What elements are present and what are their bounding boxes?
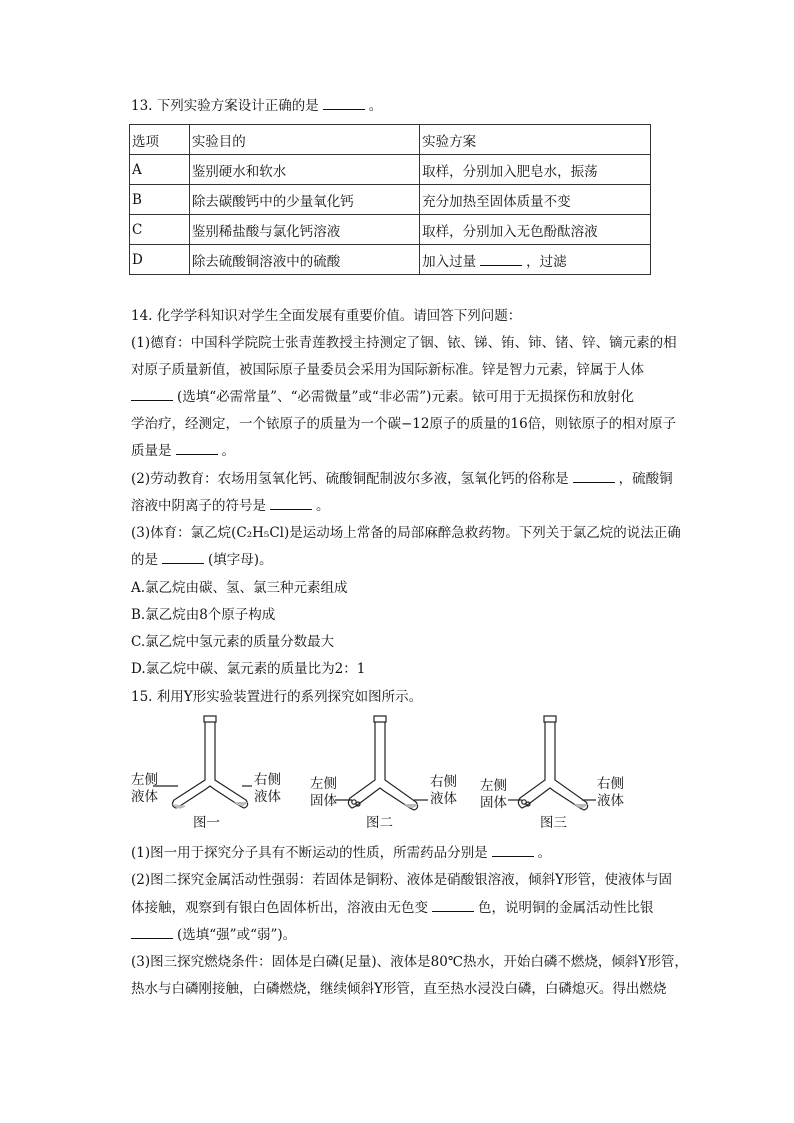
q15-blank-color[interactable] (432, 899, 474, 912)
purpose-cell: 除去硫酸铜溶液中的硫酸 (189, 245, 419, 275)
option-cell: D (130, 245, 190, 275)
table-row (130, 215, 651, 245)
option-cell: B (130, 185, 190, 215)
fig2-left-label: 左侧 固体 (310, 776, 337, 809)
y-tube-3 (518, 716, 588, 810)
fig3-right-label: 右侧 液体 (597, 776, 624, 809)
plan-cell: 取样，分别加入无色酚酞溶液 (420, 215, 651, 245)
q14-stem: 14. 化学学科知识对学生全面发展有重要价值。请回答下列问题： (131, 308, 522, 324)
q15-blank-reagents[interactable] (492, 844, 534, 857)
q14-p2-line2: 溶液中阴离子的符号是 。 (131, 498, 330, 514)
q14-option-a[interactable]: A.氯乙烷由碳、氢、氯三种元素组成 (131, 580, 348, 596)
fig1-caption: 图一 (193, 815, 220, 831)
fig1-right-label: 右侧 液体 (254, 772, 281, 805)
y-tube-diagram (0, 712, 794, 842)
q14-p1-line1: (1)德育：中国科学院院士张青莲教授主持测定了铟、铱、锑、铕、铈、锗、锌、镝元素的相 (131, 335, 677, 351)
q14-blank-common-name[interactable] (573, 470, 615, 483)
option-cell: C (130, 215, 190, 245)
q14-blank-iridium-mass[interactable] (176, 442, 218, 455)
q15-p1: (1)图一用于探究分子具有不断运动的性质，所需药品分别是 。 (131, 845, 552, 861)
q14-p1-line3: (选填“必需常量”、“必需微量”或“非必需”)元素。铱可用于无损探伤和放射化 (131, 387, 634, 407)
option-cell: A (130, 155, 190, 185)
table-row (130, 245, 651, 275)
q13-stem: 13. 下列实验方案设计正确的是 。 (131, 98, 383, 114)
q13-answer-blank[interactable] (323, 97, 365, 110)
q13-table (129, 124, 651, 275)
plan-cell: 充分加热至固体质量不变 (420, 185, 651, 215)
q13-reagent-blank[interactable] (480, 253, 522, 266)
q15-blank-activity[interactable] (131, 926, 173, 939)
plan-cell: 取样，分别加入肥皂水，振荡 (420, 155, 651, 185)
q15-stem: 15. 利用Y形实验装置进行的系列探究如图所示。 (131, 689, 423, 705)
q15-p3-line1: (3)图三探究燃烧条件：固体是白磷(足量)、液体是80℃热水，开始白磷不燃烧，倾斜Y形管， (131, 954, 688, 970)
y-tube-2 (348, 716, 418, 810)
q15-p2-line3: (选填“强”或“弱”)。 (131, 925, 296, 945)
fig3-caption: 图三 (540, 815, 567, 831)
purpose-cell: 除去碳酸钙中的少量氧化钙 (189, 185, 419, 215)
header-purpose: 实验目的 (189, 125, 419, 155)
q14-p3-line2: 的是 (填字母)。 (131, 552, 273, 568)
header-option: 选项 (130, 125, 190, 155)
q14-blank-anion[interactable] (270, 497, 312, 510)
fig2-right-label: 右侧 液体 (430, 774, 457, 807)
chem-formula: C₂H₅Cl (236, 525, 284, 541)
table-row (130, 185, 651, 215)
q14-p2-line1: (2)劳动教育：农场用氢氧化钙、硫酸铜配制波尔多液，氢氧化钙的俗称是 ，硫酸铜 (131, 471, 673, 487)
fig1-left-label: 左侧 液体 (131, 772, 158, 805)
q15-p2-line1: (2)图二探究金属活动性强弱：若固体是铜粉、液体是硝酸银溶液，倾斜Y形管，使液体与固 (131, 872, 673, 888)
q14-p1-line2: 对原子质量新值，被国际原子量委员会采用为国际新标准。锌是智力元素，锌属于人体 (131, 362, 644, 378)
q14-blank-choice[interactable] (162, 551, 204, 564)
q14-p1-line4: 学治疗，经测定，一个铱原子的质量为一个碳−12原子的质量的16倍，则铱原子的相对原子 (131, 416, 677, 432)
q14-option-b[interactable]: B.氯乙烷由8个原子构成 (131, 607, 276, 623)
q15-p2-line2: 体接触，观察到有银白色固体析出，溶液由无色变 色，说明铜的金属活动性比银 (131, 900, 654, 916)
q14-blank-zinc[interactable] (131, 388, 173, 401)
q15-p3-line2: 热水与白磷刚接触，白磷燃烧，继续倾斜Y形管，直至热水浸没白磷，白磷熄灭。得出燃烧 (131, 981, 667, 997)
q14-option-c[interactable]: C.氯乙烷中氢元素的质量分数最大 (131, 634, 335, 650)
q14-option-d[interactable]: D.氯乙烷中碳、氯元素的质量比为2：1 (131, 661, 366, 677)
plan-cell: 加入过量 ，过滤 (420, 245, 651, 275)
y-tube-1 (172, 716, 248, 809)
table-row (130, 155, 651, 185)
header-plan: 实验方案 (420, 125, 651, 155)
q14-p3-line1: (3)体育：氯乙烷(C₂H₅Cl)是运动场上常备的局部麻醉急救药物。下列关于氯乙烷的说法正确 (131, 525, 681, 541)
fig3-left-label: 左侧 固体 (480, 778, 507, 811)
q14-p1-line5: 质量是 。 (131, 443, 235, 459)
table-header-row (130, 125, 651, 155)
purpose-cell: 鉴别硬水和软水 (189, 155, 419, 185)
fig2-caption: 图二 (366, 815, 393, 831)
y-tube-figures (0, 712, 794, 842)
purpose-cell: 鉴别稀盐酸与氯化钙溶液 (189, 215, 419, 245)
